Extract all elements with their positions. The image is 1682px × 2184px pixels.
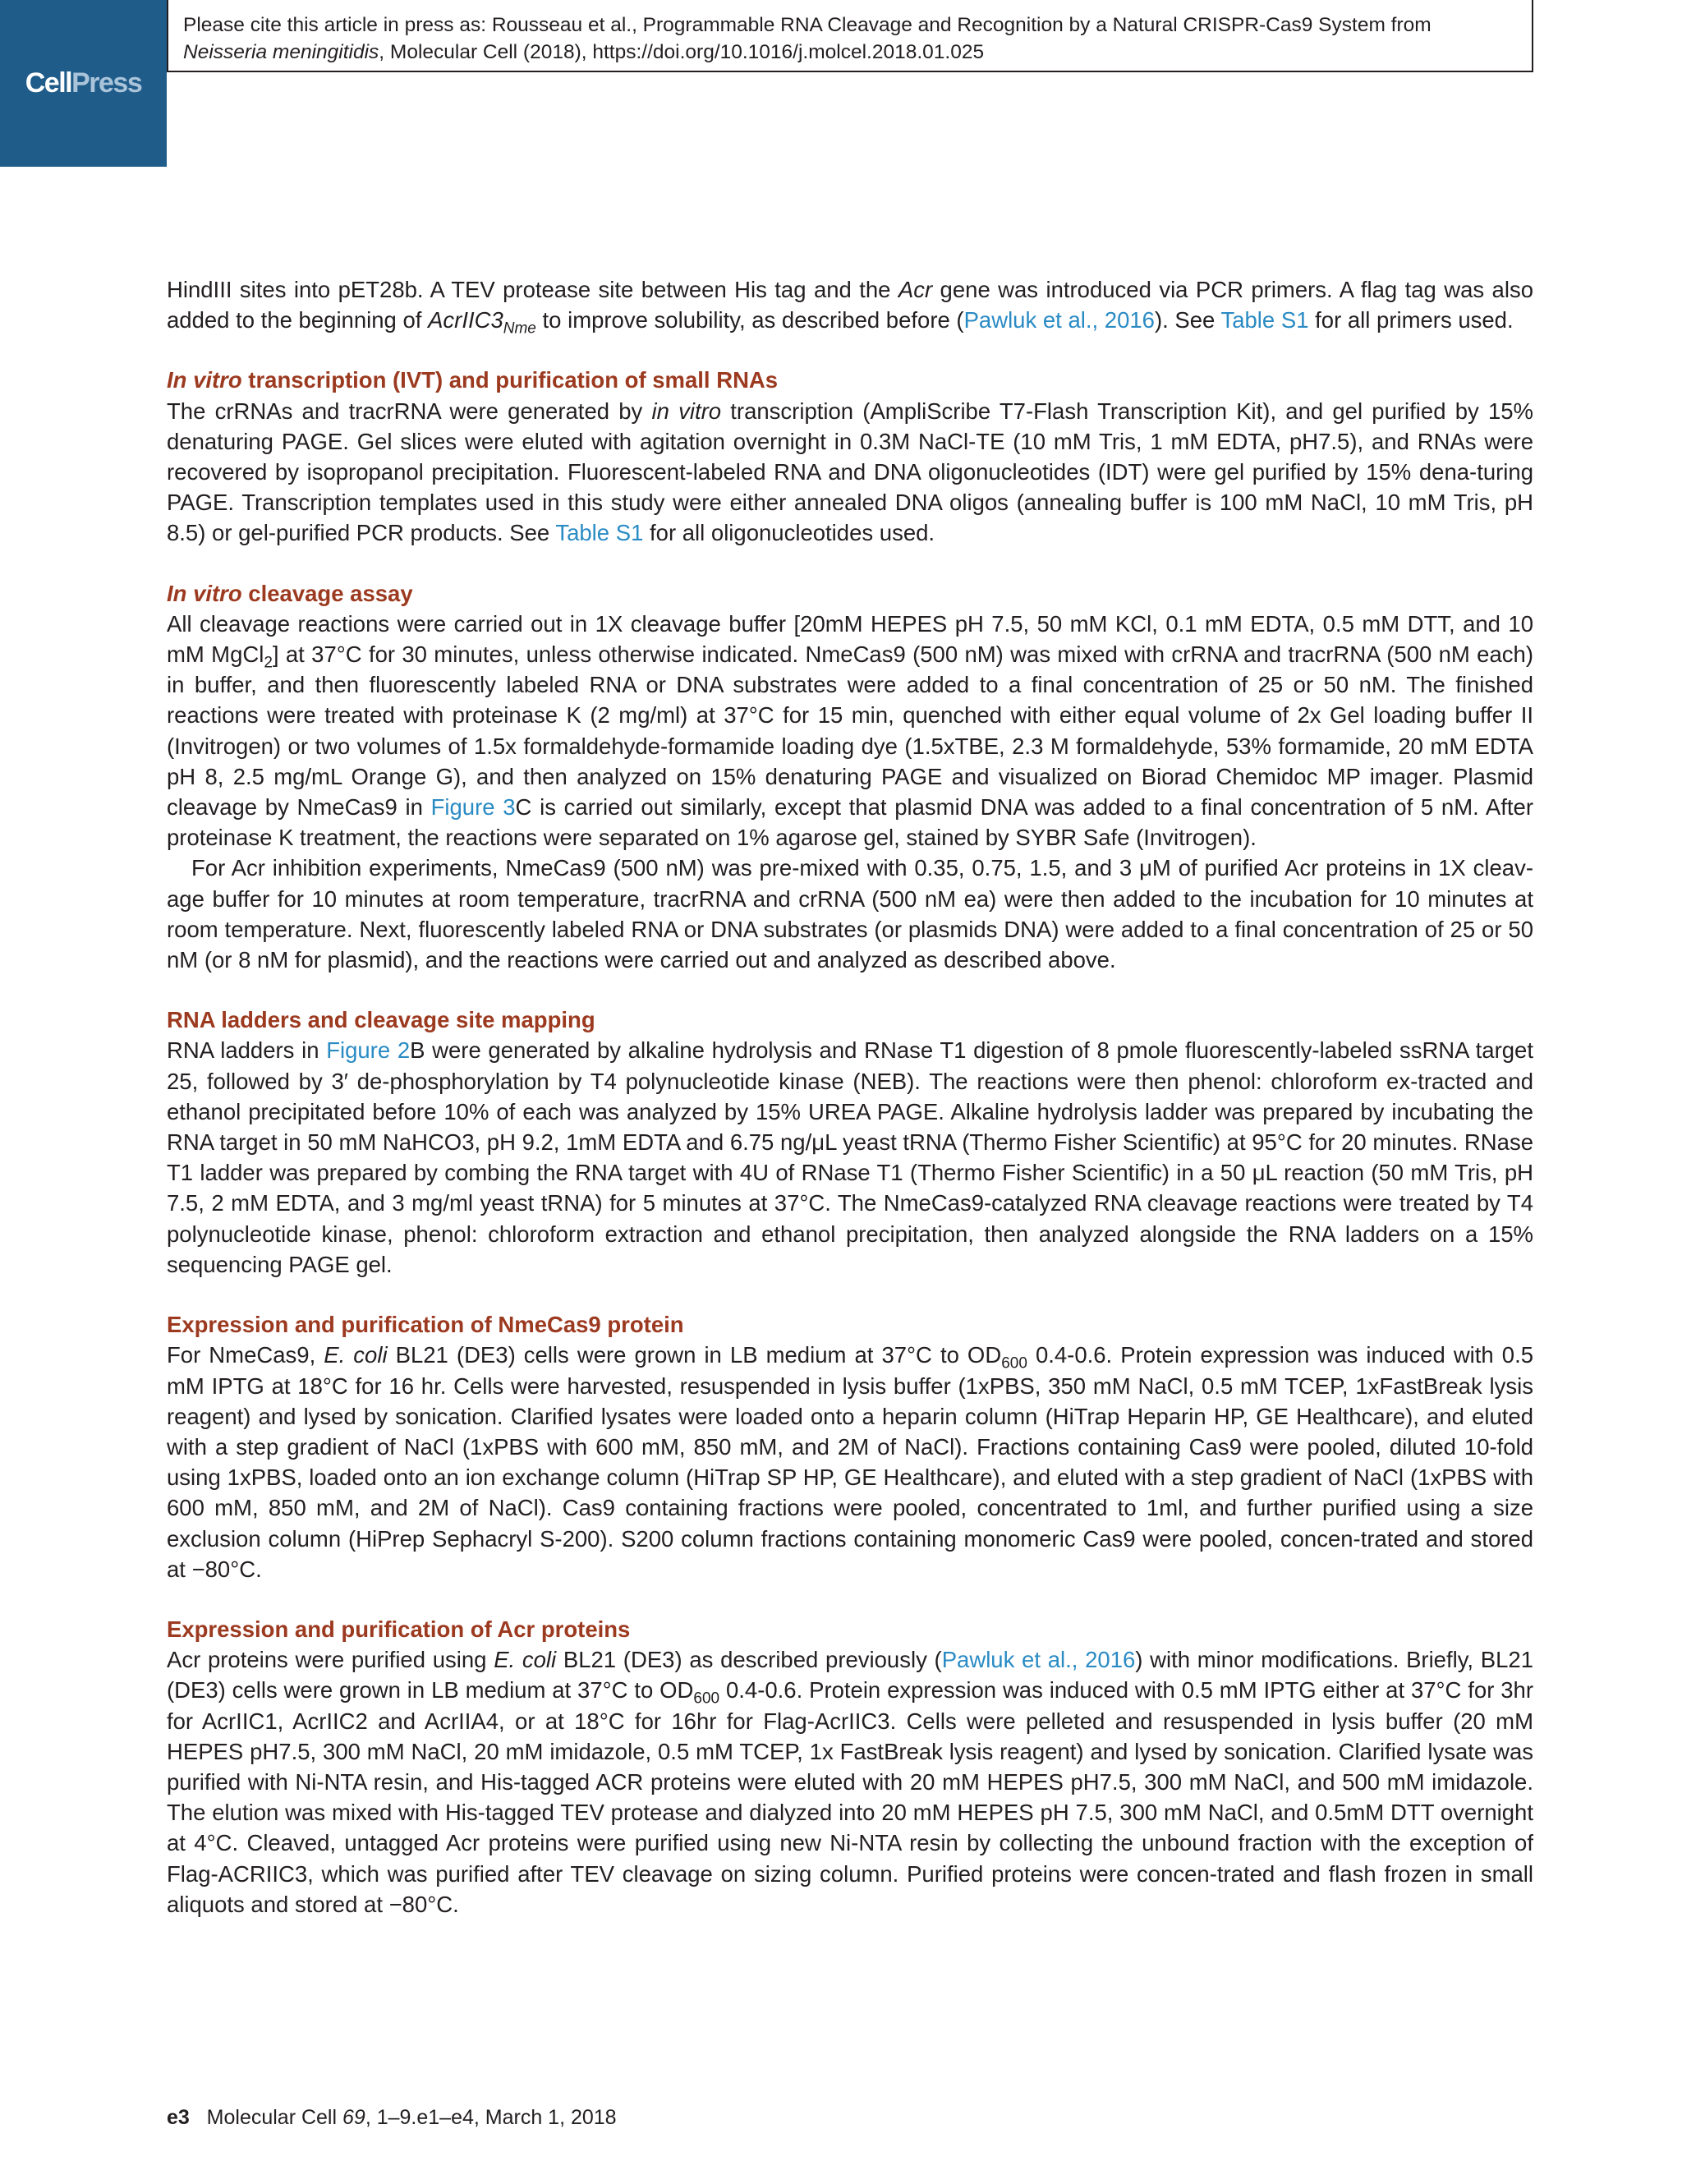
page-footer: e3 Molecular Cell 69, 1–9.e1–e4, March 1, 2018: [167, 2106, 617, 2129]
section-heading-acr: Expression and purification of Acr proteins: [167, 1616, 631, 1642]
cleavage-paragraph-2: For Acr inhibition experiments, NmeCas9 (500 nM) was pre-mixed with 0.35, 0.75, 1.5, and 3 μM of purified Acr proteins in 1X cleav-age buffer for 10 minutes at room temperature, tracrRNA and crRNA (500 nM ea) were then added to the incubation for 10 minutes at room temperature. Next, fluorescently labeled RNA or DNA substrates (or plasmids DNA) were added to a final concentration of 25 or 50 nM (or 8 nM for plasmid), and the reactions were carried out and analyzed as described above.: [167, 855, 1533, 973]
table-s1-link[interactable]: Table S1: [1220, 307, 1309, 333]
section-heading-ivt: In vitro transcription (IVT) and purification of small RNAs: [167, 367, 779, 393]
article-body: [167, 274, 1533, 1920]
cleavage-paragraph-1: All cleavage reactions were carried out in 1X cleavage buffer [20mM HEPES pH 7.5, 50 mM KCl, 0.1 mM EDTA, 0.5 mM DTT, and 10 mM MgCl$_2$] at 37°C for 30 minutes, unless otherwise indicated. NmeCas9 (500 nM) was mixed with crRNA and tracrRNA (500 nM each) in buffer, and then fluorescently labeled RNA or DNA substrates were added to a final concentration of 25 or 50 nM. The finished reactions were treated with proteinase K (2 mg/ml) at 37°C for 15 min, quenched with either equal volume of 2x Gel loading buffer II (Invitrogen) or two volumes of 1.5x formaldehyde-formamide loading dye (1.5xTBE, 2.3 M formaldehyde, 53% formamide, 20 mM EDTA pH 8, 2.5 mg/mL Orange G), and then analyzed on 15% denaturing PAGE and visualized on Biorad Chemidoc MP imager. Plasmid cleavage by NmeCas9 in Figure 3C is carried out similarly, except that plasmid DNA was added to a final concentration of 5 nM. After proteinase K treatment, the reactions were separated on 1% agarose gel, stained by SYBR Safe (Invitrogen).: [167, 610, 1533, 851]
acr-paragraph: Acr proteins were purified using E. coli BL21 (DE3) as described previously (Pawluk et al., 2016) with minor modifications. Briefly, BL21 (DE3) cells were grown in LB medium at 37°C to $OD_{600}$ 0.4-0.6. Protein expression was induced with 0.5 mM IPTG either at 37°C for 3hr for AcrIIC1, AcrIIC2 and AcrIIA4, or at 18°C for 16hr for Flag-AcrIIC3. Cells were pelleted and resuspended in lysis buffer (20 mM HEPES pH7.5, 300 mM NaCl, 20 mM imidazole, 0.5 mM TCEP, 1x FastBreak lysis reagent) and lysed by sonication. Clarified lysate was purified with Ni-NTA resin, and His-tagged ACR proteins were eluted with 20 mM HEPES pH7.5, 300 mM NaCl, and 500 mM imidazole. The elution was mixed with His-tagged TEV protease and dialyzed into 20 mM HEPES pH 7.5, 300 mM NaCl, and 0.5mM DTT overnight at 4°C. Cleaved, untagged Acr proteins were purified using new Ni-NTA resin by collecting the unbound fraction with the exception of Flag-ACRIIC3, which was purified after TEV cleavage on sizing column. Purified proteins were concen-trated and flash frozen in small aliquots and stored at −80°C.: [167, 1647, 1534, 1917]
cellpress-logo: [0, 0, 167, 167]
table-s1-link[interactable]: Table S1: [555, 520, 644, 546]
ivt-paragraph: The crRNAs and tracrRNA were generated by in vitro transcription (AmpliScribe T7-Flash Transcription Kit), and gel purified by 15% denaturing PAGE. Gel slices were eluted with agitation overnight in 0.3M NaCl-TE (10 mM Tris, 1 mM EDTA, pH7.5), and RNAs were recovered by isopropanol precipitation. Fluorescent-labeled RNA and DNA oligonucleotides (IDT) were gel purified by 15% dena-turing PAGE. Transcription templates used in this study were either annealed DNA oligos (annealing buffer is 100 mM NaCl, 10 mM Tris, pH 8.5) or gel-purified PCR products. See Table S1 for all oligonucleotides used.: [167, 398, 1533, 546]
reference-link[interactable]: Pawluk et al., 2016: [963, 307, 1155, 333]
nmecas9-paragraph: For NmeCas9, E. coli BL21 (DE3) cells were grown in LB medium at 37°C to $OD_{600}$ 0.4-0.6. Protein expression was induced with 0.5 mM IPTG at 18°C for 16 hr. Cells were harvested, resuspended in lysis buffer (1xPBS, 350 mM NaCl, 0.5 mM TCEP, 1xFastBreak lysis reagent) and lysed by sonication. Clarified lysates were loaded onto a heparin column (HiTrap Heparin HP, GE Healthcare), and eluted with a step gradient of NaCl (1xPBS with 600 mM, 850 mM, and 2M of NaCl). Fractions containing Cas9 were pooled, diluted 10-fold using 1xPBS, loaded onto an ion exchange column (HiTrap SP HP, GE Healthcare), and eluted with a step gradient of NaCl (1xPBS with 600 mM, 850 mM, and 2M of NaCl). Cas9 containing fractions were pooled, concentrated to 1ml, and further purified using a size exclusion column (HiPrep Sephacryl S-200). S200 column fractions containing monomeric Cas9 were pooled, concen-trated and stored at −80°C.: [167, 1342, 1534, 1582]
intro-paragraph: HindIII sites into pET28b. A TEV protease site between His tag and the Acr gene was introduced via PCR primers. A flag tag was also added to the beginning of $AcrIIC3_{Nme}$ to improve solubility, as described before (Pawluk et al., 2016). See Table S1 for all primers used.: [167, 277, 1533, 338]
figure-3-link[interactable]: Figure 3: [430, 794, 516, 821]
ladders-paragraph: RNA ladders in Figure 2B were generated by alkaline hydrolysis and RNase T1 digestion of 8 pmole fluorescently-labeled ssRNA target 25, followed by 3′ de-phosphorylation by T4 polynucleotide kinase (NEB). The reactions were then phenol: chloroform ex-tracted and ethanol precipitated before 10% of each was analyzed by 15% UREA PAGE. Alkaline hydrolysis ladder was prepared by incubating the RNA target in 50 mM NaHCO3, pH 9.2, 1mM EDTA and 6.75 ng/μL yeast tRNA (Thermo Fisher Scientific) at 95°C for 20 minutes. RNase T1 ladder was prepared by combing the RNA target with 4U of RNase T1 (Thermo Fisher Scientific) in a 50 μL reaction (50 mM Tris, pH 7.5, 2 mM EDTA, and 3 mg/ml yeast tRNA) for 5 minutes at 37°C. The NmeCas9-catalyzed RNA cleavage reactions were treated by T4 polynucleotide kinase, phenol: chloroform extraction and ethanol precipitation, then analyzed alongside the RNA ladders on a 15% sequencing PAGE gel.: [167, 1037, 1533, 1277]
section-heading-cleavage: In vitro cleavage assay: [167, 580, 413, 606]
section-heading-ladders: RNA ladders and cleavage site mapping: [167, 1007, 595, 1033]
citation-box: Please cite this article in press as: Rousseau et al., Programmable RNA Cleavage and Recognition by a Natural CRISPR-Cas9 System from Neisseria meningitidis, Molecular Cell (2018), https://doi.org/10.1016/j.molcel.2018.01.025: [167, 0, 1533, 72]
figure-2-link[interactable]: Figure 2: [326, 1037, 411, 1064]
logo-text: CellPress: [25, 67, 142, 99]
section-heading-nmecas9: Expression and purification of NmeCas9 protein: [167, 1312, 684, 1338]
reference-link[interactable]: Pawluk et al., 2016: [941, 1647, 1136, 1673]
